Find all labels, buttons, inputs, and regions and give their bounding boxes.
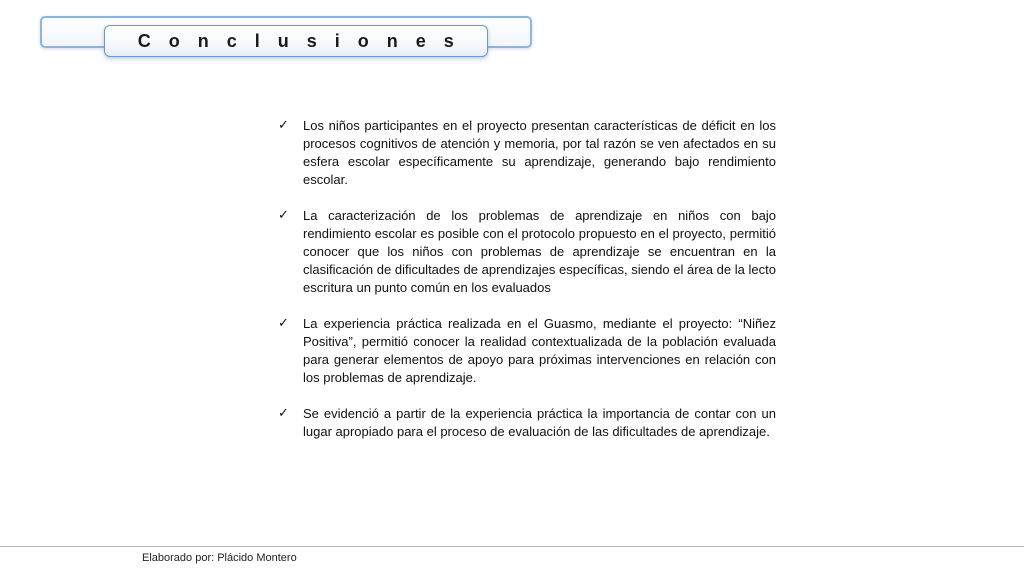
footer-author: Elaborado por: Plácido Montero: [142, 552, 297, 564]
checkmark-icon: ✓: [278, 208, 289, 223]
list-item-text: Se evidenció a partir de la experiencia práctica la importancia de contar con un lugar apropiado para el proceso de evaluación de las dificultades de aprendizaje.: [303, 406, 776, 439]
list-item: [278, 405, 776, 441]
list-item: [278, 117, 776, 189]
checkmark-icon: ✓: [278, 118, 289, 133]
list-item: [278, 315, 776, 387]
list-item-text: La caracterización de los problemas de aprendizaje en niños con bajo rendimiento escolar es posible con el protocolo propuesto en el proyecto, permitió conocer que los niños con problemas de aprendizaje se encuentran en la clasificación de dificultades de aprendizajes específicas, siendo el área de la lecto escritura un punto común en los evaluados: [303, 208, 776, 295]
page-title: C o n c l u s i o n e s: [137, 30, 461, 51]
list-item-text: La experiencia práctica realizada en el Guasmo, mediante el proyecto: “Niñez Positiva”, permitió conocer la realidad contextualizada de la población evaluada para generar elementos de apoyo para próximas intervenciones en relación con los problemas de aprendizaje.: [303, 316, 776, 385]
title-box: [104, 25, 488, 57]
checkmark-icon: ✓: [278, 316, 289, 331]
conclusions-list: [278, 117, 776, 459]
checkmark-icon: ✓: [278, 406, 289, 421]
list-item-text: Los niños participantes en el proyecto presentan características de déficit en los procesos cognitivos de atención y memoria, por tal razón se ven afectados en su esfera escolar específicamente su aprendizaje, generando bajo rendimiento escolar.: [303, 118, 776, 187]
footer-divider: [0, 546, 1024, 547]
list-item: [278, 207, 776, 297]
